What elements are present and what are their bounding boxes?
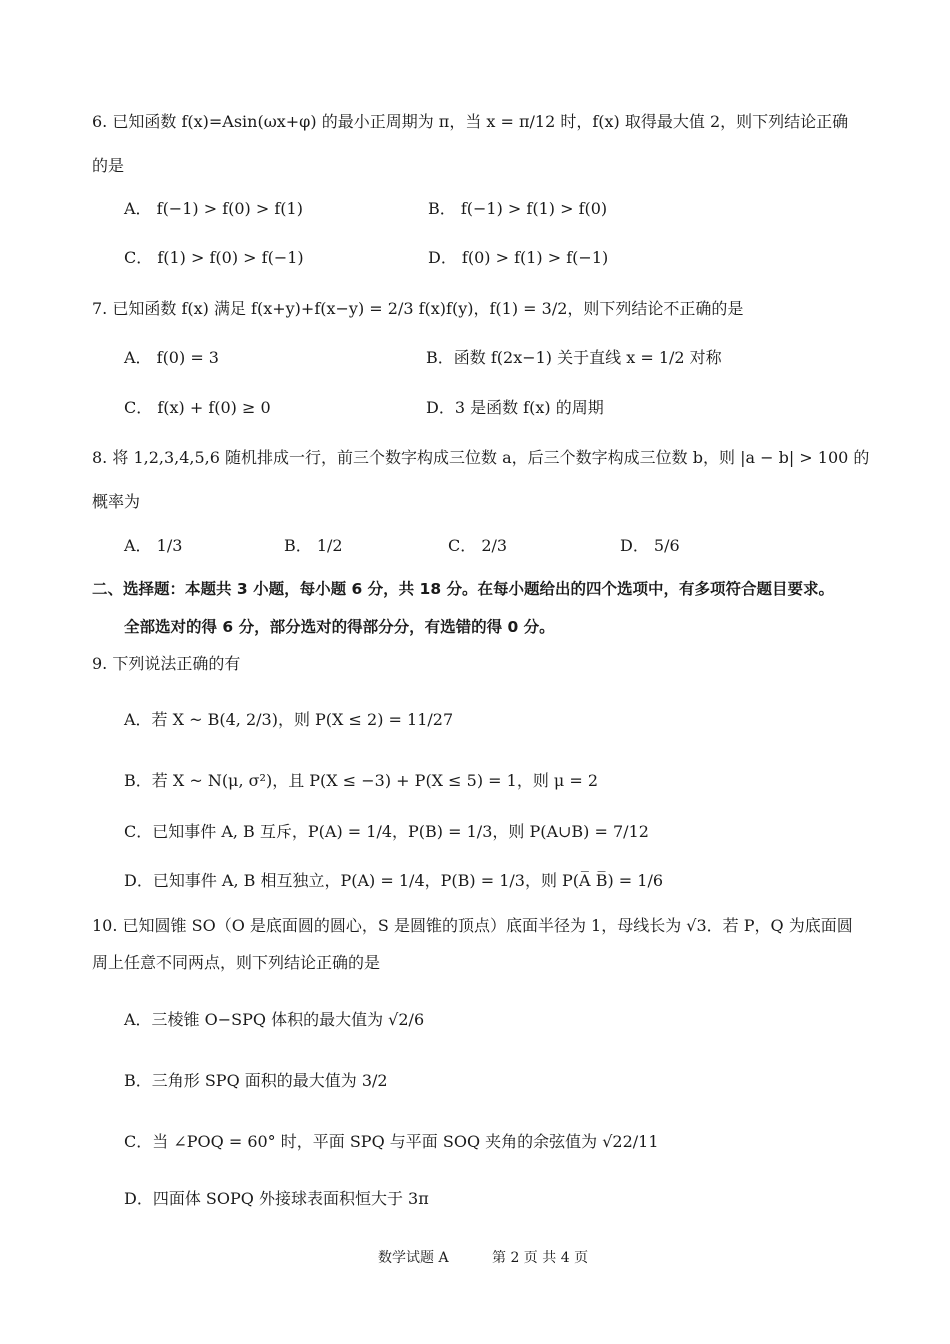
q8-option-a: A． 1/3 — [124, 536, 183, 555]
q8-option-d: D． 5/6 — [620, 536, 680, 555]
q7-option-c: C． f(x) + f(0) ≥ 0 — [124, 398, 271, 417]
q10-option-c: C．当 ∠POQ = 60° 时，平面 SPQ 与平面 SOQ 夹角的余弦值为 √22/11 — [124, 1132, 659, 1151]
q10-option-b: B．三角形 SPQ 面积的最大值为 3/2 — [124, 1071, 388, 1090]
q7-option-d: D．3 是函数 f(x) 的周期 — [426, 398, 604, 417]
q9-option-a: A．若 X ~ B(4, 2/3)，则 P(X ≤ 2) = 11/27 — [124, 710, 454, 729]
q6-option-b: B． f(−1) > f(1) > f(0) — [428, 199, 608, 218]
q10-stem-line2: 周上任意不同两点，则下列结论正确的是 — [92, 953, 381, 972]
q7-option-b: B．函数 f(2x−1) 关于直线 x = 1/2 对称 — [426, 348, 722, 367]
q6-option-a: A． f(−1) > f(0) > f(1) — [124, 199, 303, 218]
q9-option-c: C．已知事件 A, B 互斥，P(A) = 1/4，P(B) = 1/3，则 P(A∪B) = 7/12 — [124, 822, 649, 841]
q10-option-d: D．四面体 SOPQ 外接球表面积恒大于 3π — [124, 1189, 429, 1208]
section2-heading-line1: 二、选择题：本题共 3 小题，每小题 6 分，共 18 分。在每小题给出的四个选项中，有多项符合题目要求。 — [92, 580, 835, 598]
q7-stem: 7. 已知函数 f(x) 满足 f(x+y)+f(x−y) = 2/3 f(x)f(y)，f(1) = 3/2，则下列结论不正确的是 — [92, 299, 744, 318]
q9-option-b: B．若 X ~ N(μ, σ²)，且 P(X ≤ −3) + P(X ≤ 5) = 1，则 μ = 2 — [124, 771, 599, 790]
q6-option-d: D． f(0) > f(1) > f(−1) — [428, 248, 609, 267]
q6-stem-line1: 6. 已知函数 f(x)=Asin(ωx+φ) 的最小正周期为 π，当 x = π/12 时，f(x) 取得最大值 2，则下列结论正确 — [92, 112, 849, 131]
q10-option-a: A．三棱锥 O−SPQ 体积的最大值为 √2/6 — [124, 1010, 425, 1029]
q8-stem-line2: 概率为 — [92, 492, 141, 511]
q6-stem-line2: 的是 — [92, 156, 125, 175]
section2-heading-line2: 全部选对的得 6 分，部分选对的得部分分，有选错的得 0 分。 — [124, 618, 555, 636]
q8-option-b: B． 1/2 — [284, 536, 343, 555]
q7-option-a: A． f(0) = 3 — [124, 348, 219, 367]
q8-option-c: C． 2/3 — [448, 536, 508, 555]
footer-page-number: 第 2 页 共 4 页 — [492, 1250, 589, 1266]
q8-stem-line1: 8. 将 1,2,3,4,5,6 随机排成一行，前三个数字构成三位数 a，后三个数字构成三位数 b，则 |a − b| > 100 的 — [92, 448, 870, 467]
q6-option-c: C． f(1) > f(0) > f(−1) — [124, 248, 304, 267]
footer-subject: 数学试题 A — [378, 1250, 449, 1266]
q10-stem-line1: 10. 已知圆锥 SO（O 是底面圆的圆心，S 是圆锥的顶点）底面半径为 1，母线长为 √3．若 P，Q 为底面圆 — [92, 916, 853, 935]
q9-stem: 9. 下列说法正确的有 — [92, 654, 241, 673]
q9-option-d: D．已知事件 A, B 相互独立，P(A) = 1/4，P(B) = 1/3，则 P(A̅ B̅) = 1/6 — [124, 871, 664, 890]
